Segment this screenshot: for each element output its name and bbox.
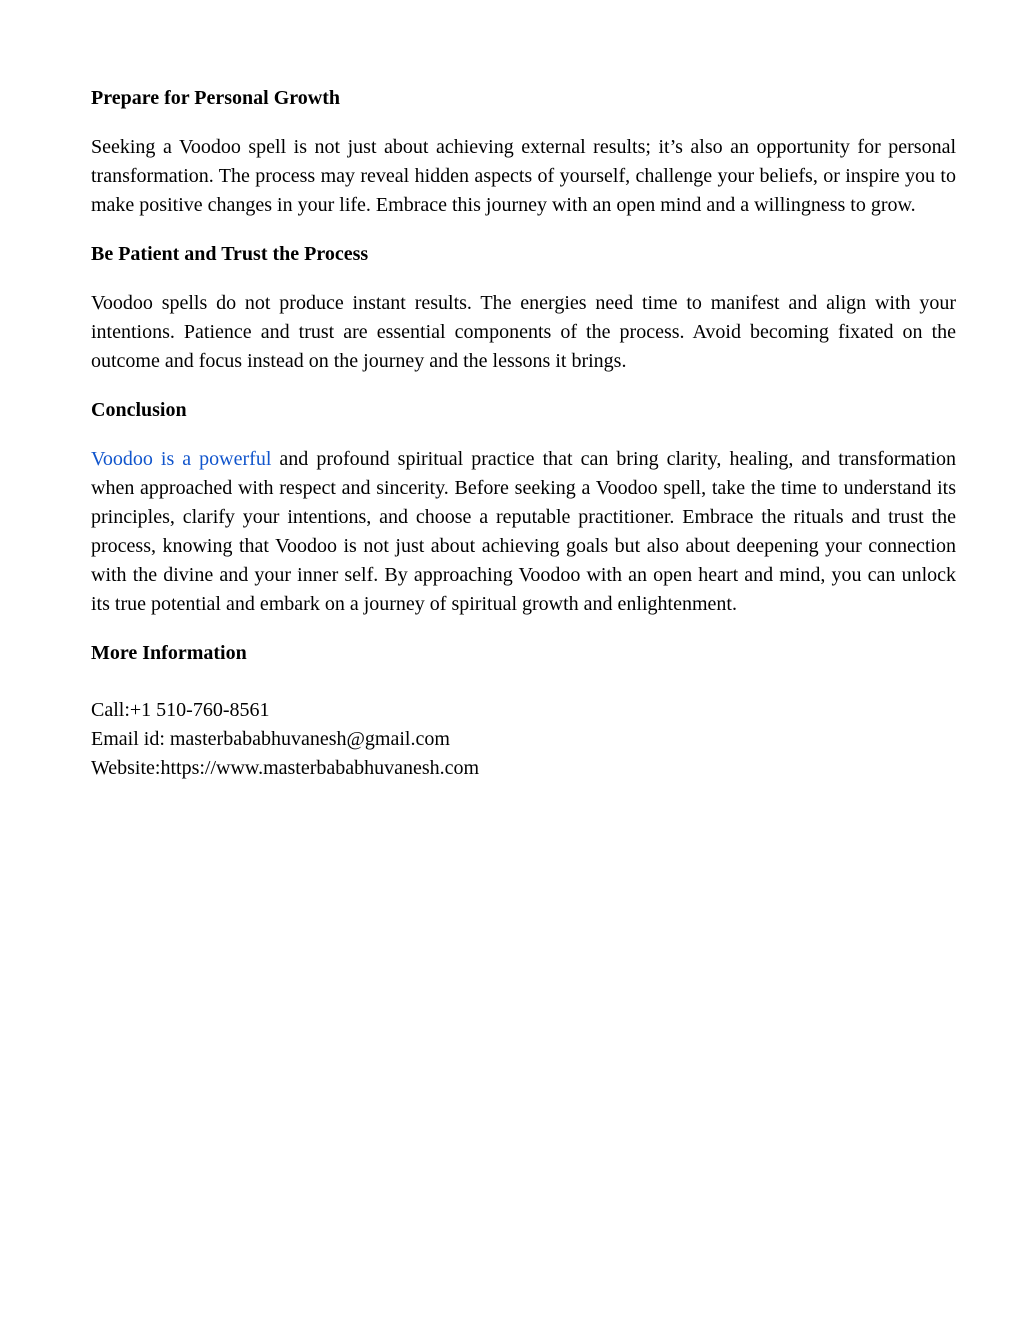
section-body-patience: Voodoo spells do not produce instant results. The energies need time to manifest and align with your intentions. Patience and trust are essential components of the process. Avoid becoming fixated on the outcome and focus instead on the journey and the lessons it brings. <box>91 292 956 372</box>
voodoo-link[interactable]: Voodoo is a powerful <box>91 448 272 470</box>
section-heading-conclusion: Conclusion <box>91 399 187 421</box>
section-heading-more-information: More Information <box>91 642 247 664</box>
document-page <box>91 84 956 783</box>
contact-call: Call:+1 510-760-8561 <box>91 699 270 721</box>
conclusion-text: and profound spiritual practice that can bring clarity, healing, and transformation when approached with respect and sincerity. Before seeking a Voodoo spell, take the time to understand its principles, clarify your intentions, and choose a reputable practitioner. Embrace the rituals and trust the process, knowing that Voodoo is not just about achieving goals but also about deepening your connection with the divine and your inner self. By approaching Voodoo with an open heart and mind, you can unlock its true potential and embark on a journey of spiritual growth and enlightenment. <box>91 448 957 615</box>
section-body-conclusion <box>91 445 956 619</box>
section-heading-personal-growth: Prepare for Personal Growth <box>91 87 341 109</box>
contact-website: Website:https://www.masterbababhuvanesh.com <box>91 757 480 779</box>
contact-block <box>91 696 956 783</box>
section-heading-patience: Be Patient and Trust the Process <box>91 243 369 265</box>
section-body-personal-growth: Seeking a Voodoo spell is not just about achieving external results; it’s also an opportunity for personal transformation. The process may reveal hidden aspects of yourself, challenge your beliefs, or inspire you to make positive changes in your life. Embrace this journey with an open mind and a willingness to grow. <box>91 136 956 216</box>
contact-email: Email id: masterbababhuvanesh@gmail.com <box>91 728 450 750</box>
